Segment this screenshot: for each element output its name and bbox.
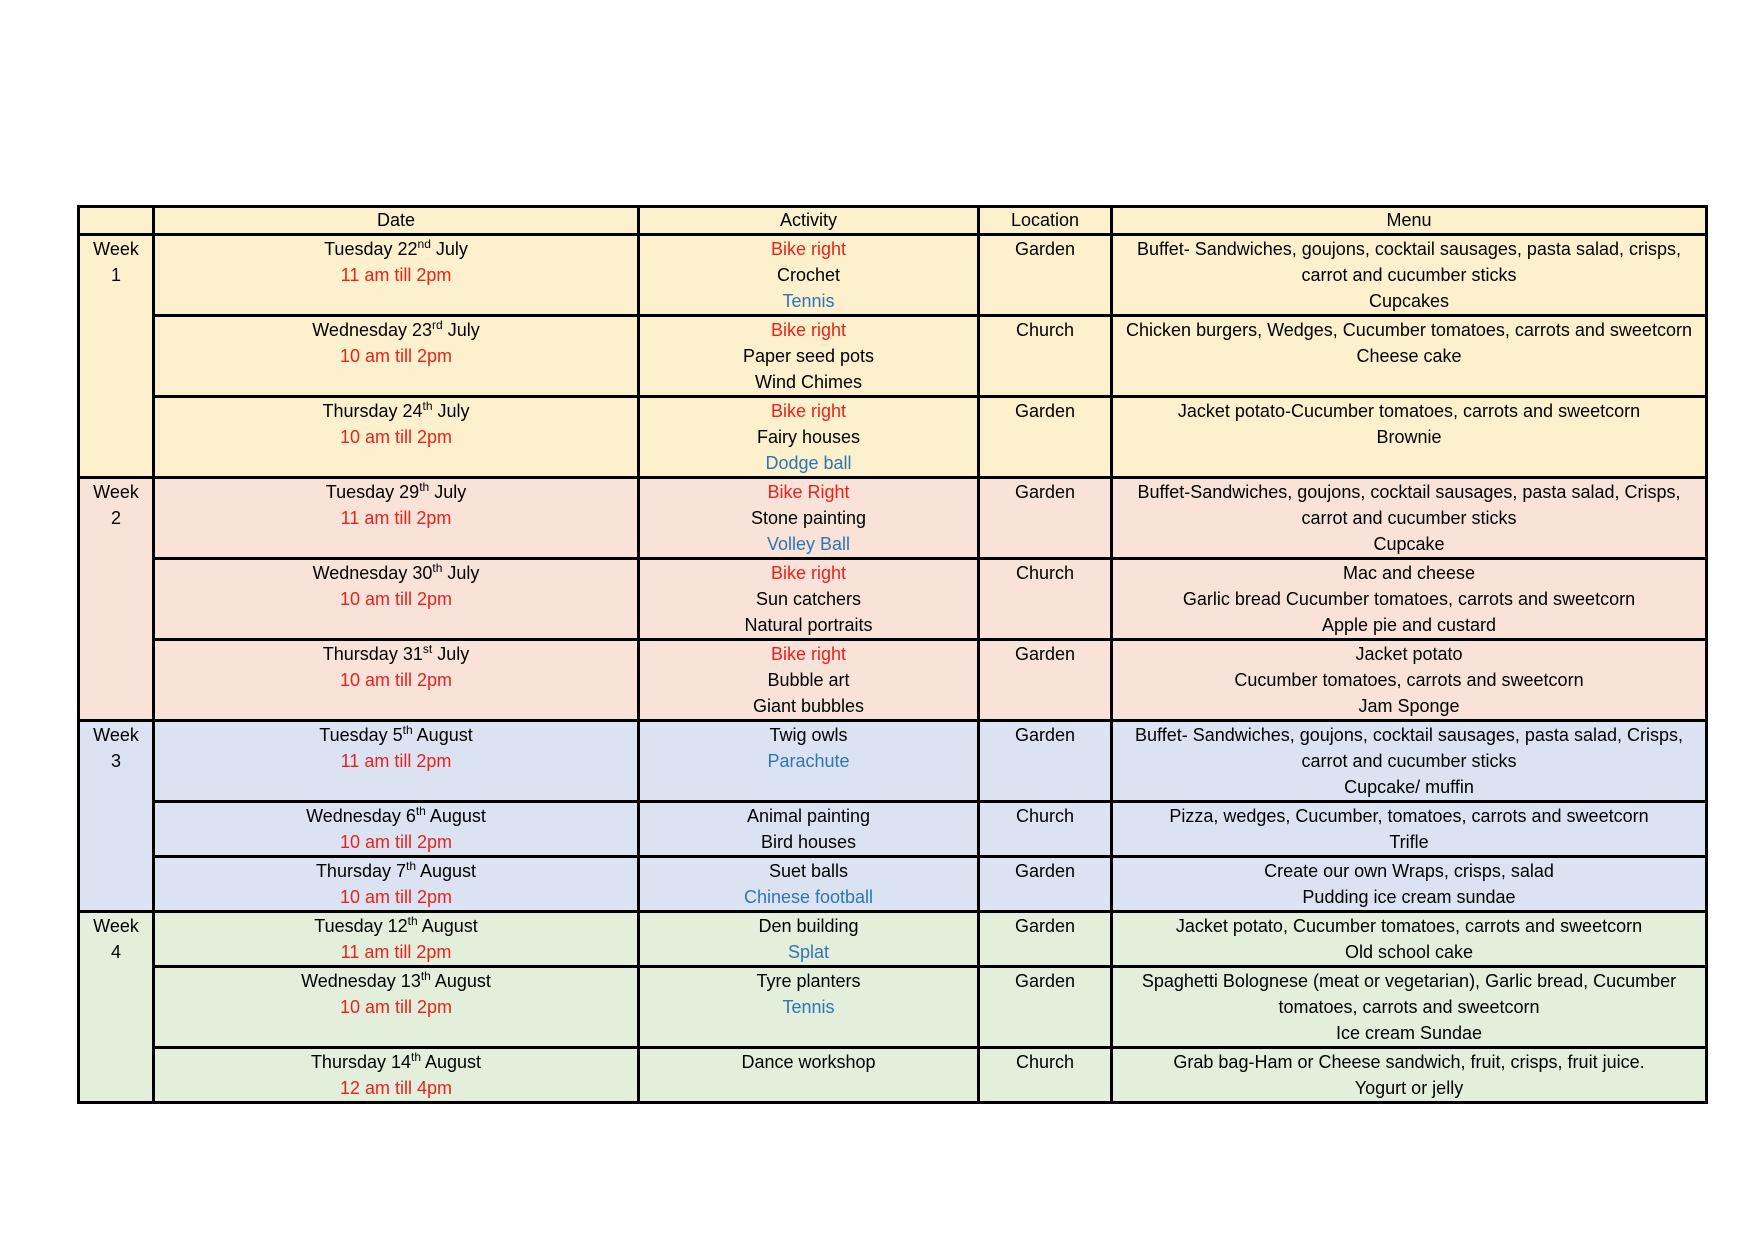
location-cell: Church [979, 559, 1112, 640]
activity-item: Dance workshop [741, 1052, 876, 1072]
date-suffix: th [432, 561, 443, 575]
date-text [161, 1049, 631, 1075]
date-day: Tuesday 5 [319, 725, 403, 745]
location-cell: Garden [979, 721, 1112, 802]
activity-item: Den building [758, 916, 859, 936]
activity-item: Bike right [770, 239, 847, 259]
location-cell: Garden [979, 397, 1112, 478]
date-suffix: nd [417, 237, 431, 251]
table-row [79, 478, 1707, 559]
menu-cell [1112, 967, 1707, 1048]
date-text [161, 479, 631, 505]
schedule-table [77, 205, 1708, 1104]
week-label: Week [93, 482, 139, 502]
date-text [161, 236, 631, 262]
date-day: Tuesday 12 [314, 916, 408, 936]
activity-cell [639, 802, 979, 857]
date-text [161, 858, 631, 884]
menu-line: Jacket potato [1355, 644, 1463, 664]
menu-cell [1112, 235, 1707, 316]
activity-item: Stone painting [750, 508, 867, 528]
activity-item: Bike right [770, 563, 847, 583]
activity-item: Animal painting [746, 806, 871, 826]
week-number: 1 [110, 265, 121, 285]
location-cell: Garden [979, 912, 1112, 967]
activity-cell [639, 912, 979, 967]
date-day: Wednesday 6 [306, 806, 416, 826]
date-month: July [430, 239, 468, 259]
date-cell [154, 397, 639, 478]
location-cell: Garden [979, 857, 1112, 912]
menu-line: Mac and cheese [1342, 563, 1476, 583]
location-cell: Garden [979, 640, 1112, 721]
table-row [79, 235, 1707, 316]
activity-cell [639, 559, 979, 640]
activity-cell [639, 397, 979, 478]
activity-item: Wind Chimes [754, 372, 863, 392]
week-label: Week [93, 916, 139, 936]
date-day: Tuesday 29 [325, 482, 420, 502]
week-cell [79, 912, 154, 1103]
date-cell [154, 559, 639, 640]
table-row [79, 559, 1707, 640]
menu-line: Create our own Wraps, crisps, salad [1264, 861, 1554, 881]
activity-item: Parachute [767, 751, 850, 771]
menu-line: Cheese cake [1356, 346, 1462, 366]
menu-line: Jacket potato-Cucumber tomatoes, carrots and sweetcorn [1177, 401, 1641, 421]
activity-cell [639, 640, 979, 721]
table-row [79, 640, 1707, 721]
activity-item: Bike Right [767, 482, 850, 502]
date-suffix: th [420, 969, 431, 983]
location-cell: Church [979, 802, 1112, 857]
menu-cell [1112, 640, 1707, 721]
menu-cell [1112, 397, 1707, 478]
date-month: August [425, 806, 486, 826]
date-day: Wednesday 30 [312, 563, 433, 583]
menu-line: Buffet-Sandwiches, goujons, cocktail sausages, pasta salad, Crisps, carrot and cucumber sticks [1137, 482, 1681, 528]
date-cell [154, 235, 639, 316]
date-month: August [416, 861, 477, 881]
activity-item: Bike right [770, 320, 847, 340]
date-cell [154, 316, 639, 397]
time-text: 11 am till 2pm [340, 751, 452, 771]
menu-cell [1112, 802, 1707, 857]
menu-line: Jam Sponge [1358, 696, 1460, 716]
activity-item: Chinese football [743, 887, 874, 907]
menu-line: Cupcake [1373, 534, 1445, 554]
menu-line: Apple pie and custard [1321, 615, 1497, 635]
time-text: 10 am till 2pm [339, 670, 453, 690]
activity-cell [639, 721, 979, 802]
schedule-body [79, 235, 1707, 1103]
menu-line: Pizza, wedges, Cucumber, tomatoes, carrots and sweetcorn [1169, 806, 1649, 826]
date-suffix: th [405, 859, 416, 873]
activity-item: Tennis [782, 997, 835, 1017]
date-month: August [417, 916, 478, 936]
header-activity: Activity [639, 207, 979, 235]
date-suffix: th [422, 399, 433, 413]
date-text [161, 641, 631, 667]
date-month: August [430, 971, 491, 991]
menu-cell [1112, 478, 1707, 559]
date-text [161, 913, 631, 939]
activity-item: Fairy houses [756, 427, 861, 447]
menu-line: Cupcake/ muffin [1344, 777, 1474, 797]
menu-cell [1112, 559, 1707, 640]
activity-item: Giant bubbles [752, 696, 865, 716]
date-day: Thursday 24 [322, 401, 423, 421]
date-suffix: th [411, 1050, 422, 1064]
table-row [79, 857, 1707, 912]
activity-item: Paper seed pots [742, 346, 875, 366]
week-cell [79, 478, 154, 721]
menu-line: Grab bag-Ham or Cheese sandwich, fruit, crisps, fruit juice. [1173, 1052, 1645, 1072]
date-cell [154, 802, 639, 857]
menu-cell [1112, 1048, 1707, 1103]
date-month: July [432, 644, 470, 664]
date-suffix: rd [432, 318, 443, 332]
date-text [161, 968, 631, 994]
header-row [79, 207, 1707, 235]
activity-item: Bubble art [767, 670, 850, 690]
date-suffix: th [407, 914, 418, 928]
activity-item: Suet balls [768, 861, 849, 881]
time-text: 10 am till 2pm [339, 427, 453, 447]
date-text [161, 722, 631, 748]
time-text: 11 am till 2pm [340, 942, 452, 962]
menu-line: Brownie [1376, 427, 1442, 447]
menu-cell [1112, 912, 1707, 967]
menu-line: Old school cake [1344, 942, 1474, 962]
date-cell [154, 912, 639, 967]
date-text [161, 317, 631, 343]
activity-item: Bike right [770, 401, 847, 421]
activity-item: Bike right [770, 644, 847, 664]
activity-item: Natural portraits [744, 615, 873, 635]
time-text: 12 am till 4pm [339, 1078, 453, 1098]
date-suffix: st [422, 642, 433, 656]
menu-line: Cupcakes [1368, 291, 1450, 311]
date-month: August [412, 725, 473, 745]
table-row [79, 912, 1707, 967]
menu-cell [1112, 721, 1707, 802]
time-text: 11 am till 2pm [340, 508, 452, 528]
activity-item: Bird houses [760, 832, 857, 852]
activity-item: Dodge ball [765, 453, 852, 473]
date-text [161, 803, 631, 829]
activity-item: Sun catchers [755, 589, 862, 609]
date-text [161, 560, 631, 586]
menu-cell [1112, 857, 1707, 912]
location-cell: Church [979, 1048, 1112, 1103]
date-cell [154, 857, 639, 912]
week-label: Week [93, 725, 139, 745]
menu-line: Buffet- Sandwiches, goujons, cocktail sausages, pasta salad, crisps, carrot and cucumber sticks [1137, 239, 1681, 285]
header-date: Date [154, 207, 639, 235]
week-number: 4 [110, 942, 121, 962]
time-text: 10 am till 2pm [339, 346, 453, 366]
date-suffix: th [402, 723, 413, 737]
week-cell [79, 235, 154, 478]
schedule-sheet [77, 205, 1708, 1104]
menu-line: Spaghetti Bolognese (meat or vegetarian), Garlic bread, Cucumber tomatoes, carrots and sweetcorn [1141, 971, 1677, 1017]
table-row [79, 721, 1707, 802]
week-number: 2 [110, 508, 121, 528]
header-menu: Menu [1112, 207, 1707, 235]
date-cell [154, 478, 639, 559]
date-month: July [442, 563, 480, 583]
menu-line: Garlic bread Cucumber tomatoes, carrots and sweetcorn [1182, 589, 1636, 609]
date-day: Tuesday 22 [324, 239, 418, 259]
date-month: August [421, 1052, 482, 1072]
header-week [79, 207, 154, 235]
date-month: July [432, 401, 470, 421]
activity-cell [639, 235, 979, 316]
date-text [161, 398, 631, 424]
date-day: Wednesday 13 [301, 971, 421, 991]
menu-line: Buffet- Sandwiches, goujons, cocktail sausages, pasta salad, Crisps, carrot and cucumber sticks [1135, 725, 1683, 771]
week-number: 3 [110, 751, 121, 771]
date-cell [154, 967, 639, 1048]
date-month: July [442, 320, 480, 340]
activity-item: Tennis [782, 291, 835, 311]
table-row [79, 802, 1707, 857]
activity-cell [639, 1048, 979, 1103]
time-text: 10 am till 2pm [339, 832, 453, 852]
table-row [79, 316, 1707, 397]
menu-cell [1112, 316, 1707, 397]
date-day: Wednesday 23 [312, 320, 433, 340]
activity-cell [639, 967, 979, 1048]
date-suffix: th [415, 804, 426, 818]
week-cell [79, 721, 154, 912]
date-cell [154, 721, 639, 802]
time-text: 10 am till 2pm [339, 589, 453, 609]
location-cell: Church [979, 316, 1112, 397]
date-day: Thursday 14 [310, 1052, 411, 1072]
menu-line: Pudding ice cream sundae [1302, 887, 1516, 907]
header-location: Location [979, 207, 1112, 235]
menu-line: Ice cream Sundae [1335, 1023, 1483, 1043]
menu-line: Chicken burgers, Wedges, Cucumber tomatoes, carrots and sweetcorn [1126, 320, 1692, 340]
activity-item: Volley Ball [766, 534, 851, 554]
date-month: July [429, 482, 467, 502]
menu-line: Yogurt or jelly [1354, 1078, 1464, 1098]
activity-item: Splat [787, 942, 830, 962]
table-row [79, 967, 1707, 1048]
date-day: Thursday 7 [315, 861, 406, 881]
menu-line: Trifle [1389, 832, 1429, 852]
activity-cell [639, 857, 979, 912]
table-row [79, 397, 1707, 478]
date-day: Thursday 31 [322, 644, 423, 664]
date-cell [154, 1048, 639, 1103]
activity-cell [639, 316, 979, 397]
menu-line: Jacket potato, Cucumber tomatoes, carrots and sweetcorn [1175, 916, 1643, 936]
date-suffix: th [419, 480, 430, 494]
activity-cell [639, 478, 979, 559]
menu-line: Cucumber tomatoes, carrots and sweetcorn [1234, 670, 1584, 690]
activity-item: Tyre planters [756, 971, 861, 991]
time-text: 11 am till 2pm [340, 265, 452, 285]
location-cell: Garden [979, 478, 1112, 559]
activity-item: Crochet [776, 265, 841, 285]
table-row [79, 1048, 1707, 1103]
time-text: 10 am till 2pm [339, 997, 453, 1017]
week-label: Week [93, 239, 139, 259]
time-text: 10 am till 2pm [339, 887, 453, 907]
date-cell [154, 640, 639, 721]
location-cell: Garden [979, 235, 1112, 316]
activity-item: Twig owls [769, 725, 848, 745]
location-cell: Garden [979, 967, 1112, 1048]
